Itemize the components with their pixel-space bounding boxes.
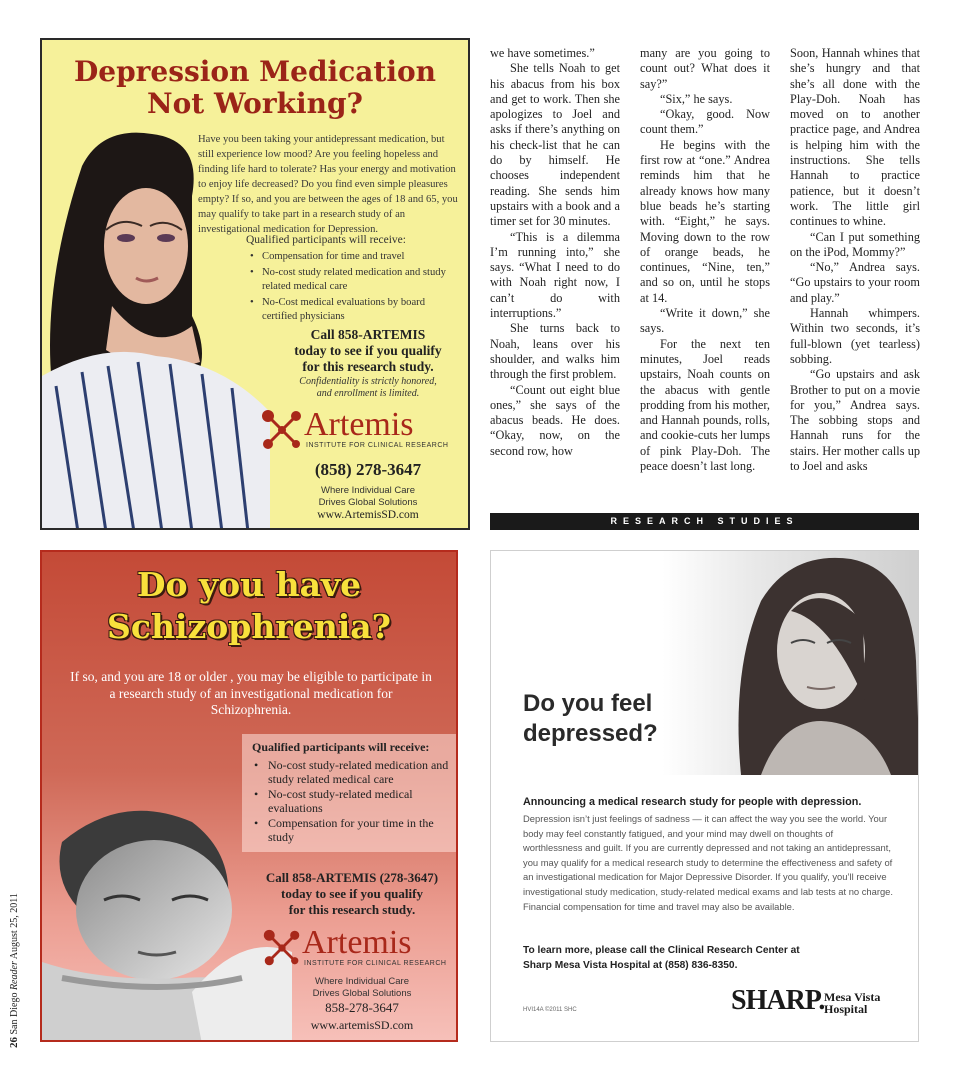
tagline xyxy=(262,976,458,1000)
publication-name: San Diego xyxy=(9,992,20,1035)
molecule-icon xyxy=(262,926,302,970)
publication-name-italic: Reader xyxy=(9,961,20,991)
confidentiality-line-2: and enrollment is limited. xyxy=(316,388,420,399)
article-paragraph: “This is a dilemma I’m running into,” she says. “What I need to do with Noah right now, I can’t do with interruptions.” xyxy=(490,229,620,321)
benefit-item: • No-cost study-related medication and study related medical care xyxy=(254,758,454,786)
ad-title xyxy=(42,56,468,120)
phone-number: 858-278-3647 xyxy=(325,1000,399,1015)
section-label-bar: RESEARCH STUDIES xyxy=(490,513,919,530)
learn-more-line-1: To learn more, please call the Clinical Research Center at xyxy=(523,945,800,956)
page-folio xyxy=(8,893,20,1048)
sharp-logo: SHARP. xyxy=(731,985,825,1016)
article-paragraph: “Six,” he says. xyxy=(660,91,733,106)
ad-title-line-2: Schizophrenia? xyxy=(107,607,391,646)
ad-body-text: Have you been taking your antidepressant medication, but still experience low mood? Are you feeling hopeless and finding life hard to tolerate? Has your energy and motivation to enjoy life decreased? Do you find even simple pleasures empty? If so, and you are between the ages of 18 and 65, you may qualify to take part in a research study of an investigational medication for Depression. xyxy=(198,134,458,235)
confidentiality-line-1: Confidentiality is strictly honored, xyxy=(299,376,437,387)
benefit-item: • Compensation for your time in the study xyxy=(254,816,454,844)
learn-more-line-2: Sharp Mesa Vista Hospital at (858) 836-8350. xyxy=(523,960,738,971)
article-column-2 xyxy=(640,46,770,474)
benefits-list xyxy=(250,250,460,326)
ad-title xyxy=(42,564,456,648)
logo-subtitle: INSTITUTE FOR CLINICAL RESEARCH xyxy=(304,960,447,967)
ad-intro-text: If so, and you are 18 or older , you may be eligible to participate in a research study of an investigational medication for Schizophrenia. xyxy=(70,669,432,717)
article-paragraph: Hannah whimpers. Within two seconds, it’s full-blown (yet tearless) sobbing. xyxy=(790,306,920,366)
logo-subtitle: INSTITUTE FOR CLINICAL RESEARCH xyxy=(306,442,449,449)
benefits-list xyxy=(254,758,454,845)
benefit-item: • No-cost study-related medical evaluations xyxy=(254,787,454,815)
ad-title-line-2: Not Working? xyxy=(147,87,363,120)
phone-number: (858) 278-3647 xyxy=(314,460,422,479)
headline-line-1: Do you feel xyxy=(523,690,653,717)
ad-title-line-1: Depression Medication xyxy=(73,55,436,88)
call-line-2: today to see if you qualify xyxy=(294,343,442,358)
mesa-vista-line-1: Mesa Vista xyxy=(824,990,881,1004)
tagline-line-2: Drives Global Solutions xyxy=(318,497,418,508)
ad-title-line-1: Do you have xyxy=(136,565,362,604)
benefit-item: • No-cost study related medication and study related medical care xyxy=(250,266,460,294)
article-paragraph: many are you going to count out? What does it say?” xyxy=(640,46,770,91)
article-paragraph: She tells Noah to get his abacus from his box and get to work. Then she apologizes to Joel and asks if there’s anything on his check-list that he can do by himself. He chooses independent reading. She sends him upstairs with a book and a timer set for 30 minutes. xyxy=(490,61,620,229)
article-paragraph: “Can I put something on the iPod, Mommy?” xyxy=(790,229,920,259)
call-line-2: today to see if you qualify xyxy=(281,886,423,901)
article-paragraph: “Count out eight blue ones,” she says of the abacus beads. He does. “Okay, now, on the second row, how xyxy=(490,382,620,458)
molecule-icon xyxy=(260,408,304,452)
headline-line-2: depressed? xyxy=(523,720,658,747)
artemis-logo xyxy=(262,924,458,970)
article-paragraph: Soon, Hannah whines that she’s hungry and that she’s all done with the Play-Doh. Noah has moved on to another practice page, and Andrea is helping him with the instructions. She tells Hannah to practice patience, but it doesn’t work. The little girl continues to whine. xyxy=(790,46,920,229)
tagline xyxy=(268,485,468,509)
article-paragraph: we have sometimes.” xyxy=(490,46,595,60)
ad-schizophrenia xyxy=(40,550,458,1042)
ad-code: HVI14A ©2011 SHC xyxy=(523,1007,577,1013)
benefit-item: • Compensation for time and travel xyxy=(250,250,460,264)
article-column-3 xyxy=(790,46,920,474)
ad-body-text: Depression isn’t just feelings of sadness — it can affect the way you see the world. Your body may feel constantly fatigued, and your mind may dwell on thoughts of worthlessness and guilt. If you are currently depressed and not taking an antidepressant, you may qualify for a medical research study to determine the effectiveness and safety of an investigational medication for Major Depressive Disorder. If you qualify, you’ll receive investigational study medication, study-related medical exams and lab tests at no charge. Financial compensation for time and travel may also be available. xyxy=(523,813,893,912)
article-paragraph: For the next ten minutes, Joel reads upstairs, Noah counts on the abacus with gentle prodding from his mother, and Hannah pounds, rolls, and cookie-cuts her lumps of pink Play-Doh. The peace doesn’t last long. xyxy=(640,336,770,474)
call-line-1: Call 858-ARTEMIS xyxy=(310,327,426,342)
article-paragraph: She turns back to Noah, leans over his shoulder, and walks him through the first problem. xyxy=(490,321,620,382)
website-url[interactable]: www.artemisSD.com xyxy=(310,1018,414,1032)
call-to-action xyxy=(242,870,458,918)
call-line-3: for this research study. xyxy=(302,359,434,374)
logo-wordmark: Artemis xyxy=(304,406,414,443)
qualified-title: Qualified participants will receive: xyxy=(246,234,406,246)
announcement: Announcing a medical research study for people with depression. xyxy=(523,796,862,808)
article-paragraph: “Okay, good. Now count them.” xyxy=(640,107,770,137)
ad-headline xyxy=(523,689,723,749)
confidentiality-note xyxy=(268,376,468,400)
qualified-title: Qualified participants will receive: xyxy=(252,740,430,754)
benefit-item: • No-Cost medical evaluations by board certified physicians xyxy=(250,296,460,324)
tagline-line-1: Where Individual Care xyxy=(321,485,415,496)
article-column-1 xyxy=(490,46,620,459)
artemis-logo xyxy=(260,406,460,452)
website-url[interactable]: www.ArtemisSD.com xyxy=(317,509,419,521)
logo-wordmark: Artemis xyxy=(302,924,412,961)
call-line-3: for this research study. xyxy=(288,902,416,917)
article-paragraph: “No,” Andrea says. “Go upstairs to your room and play.” xyxy=(790,260,920,305)
issue-date: August 25, 2011 xyxy=(9,893,20,960)
call-line-1: Call 858-ARTEMIS (278-3647) xyxy=(265,870,439,885)
learn-more xyxy=(523,943,893,973)
call-to-action xyxy=(268,327,468,375)
mesa-vista-logo xyxy=(824,991,880,1015)
ad-depression-medication xyxy=(40,38,470,530)
tagline-line-1: Where Individual Care xyxy=(315,976,409,987)
mesa-vista-line-2: Hospital xyxy=(824,1002,868,1016)
ad-sharp-depression xyxy=(490,550,919,1042)
article-paragraph: “Go upstairs and ask Brother to put on a movie for you,” Andrea says. The sobbing stops and Hannah runs for the stairs. Her mother calls up to Joel and asks xyxy=(790,367,920,474)
article-paragraph: He begins with the first row at “one.” Andrea reminds him that he already knows how many blue beads he’s starting with. “Eight,” he says. Moving down to the row of orange beads, he continues, “Nine, ten,” and so on, until he stops at 14. xyxy=(640,137,770,305)
page-number: 26 xyxy=(8,1037,20,1048)
article-paragraph: “Write it down,” she says. xyxy=(640,306,770,336)
tagline-line-2: Drives Global Solutions xyxy=(312,988,412,999)
